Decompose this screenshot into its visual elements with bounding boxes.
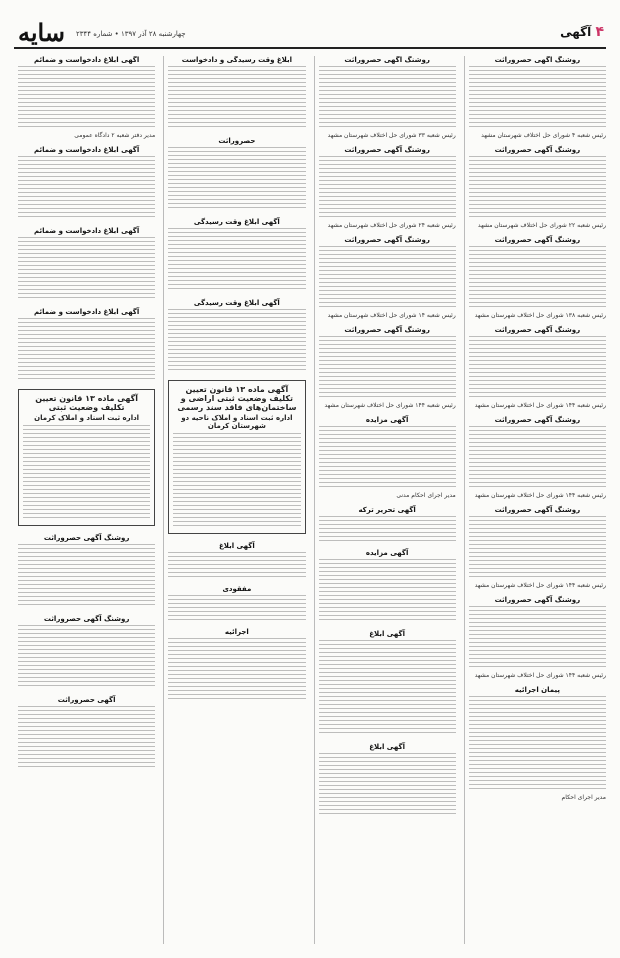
notice-body-text bbox=[469, 156, 606, 220]
notice-signature: رئیس شعبه ۱۴۴ شورای حل اختلاف شهرستان مشهد bbox=[324, 402, 456, 409]
boxed-notice-title: آگهی ماده ۱۳ قانون تعیین تکلیف وضعیت ثبتی bbox=[35, 394, 139, 412]
legal-notice bbox=[319, 630, 456, 736]
notice-signature: رئیس شعبه ۱۴۴ شورای حل اختلاف شهرستان مشهد bbox=[474, 402, 606, 409]
legal-notice bbox=[319, 743, 456, 817]
notice-title: مفقودی bbox=[222, 585, 252, 593]
legal-notice bbox=[469, 236, 606, 319]
columns-container bbox=[14, 56, 606, 944]
notice-body-text bbox=[168, 147, 305, 211]
notice-title: آگهی ابلاغ bbox=[219, 542, 255, 550]
notice-signature: رئیس شعبه ۳۳ شورای حل اختلاف شهرستان مشهد bbox=[327, 132, 456, 139]
notice-body-text bbox=[168, 638, 305, 702]
notice-title: آگهی تحریر ترکه bbox=[358, 506, 416, 514]
boxed-notice bbox=[168, 380, 305, 534]
section-label: آگهی bbox=[560, 25, 592, 39]
column-4 bbox=[14, 56, 155, 944]
legal-notice bbox=[469, 686, 606, 801]
notice-title: پیمان اجرائیه bbox=[514, 686, 560, 694]
notice-body-text bbox=[469, 66, 606, 130]
legal-notice bbox=[319, 506, 456, 542]
notice-title: روشنگ آگهی حصروراثت bbox=[43, 534, 130, 542]
notice-signature: رئیس شعبه ۲۴ شورای حل اختلاف شهرستان مشهد bbox=[327, 222, 456, 229]
legal-notice bbox=[469, 146, 606, 229]
notice-body-text bbox=[18, 66, 155, 130]
notice-body-text bbox=[319, 753, 456, 817]
notice-title: روشنگ آگهی حصروراثت bbox=[344, 146, 430, 154]
notice-title: روشنگ آگهی حصروراثت bbox=[494, 416, 581, 424]
boxed-notice-subtitle: اداره ثبت اسناد و املاک ناحیه دو شهرستان کرمان bbox=[181, 414, 293, 430]
notice-body-text bbox=[168, 595, 305, 621]
legal-notice bbox=[469, 326, 606, 409]
notice-body-text bbox=[18, 156, 155, 220]
legal-notice bbox=[18, 534, 155, 608]
legal-notice bbox=[469, 416, 606, 499]
notice-title: آگهی ابلاغ دادخواست و ضمائم bbox=[33, 56, 140, 64]
notice-signature: مدیر اجرای احکام مدنی bbox=[396, 492, 456, 499]
legal-notice bbox=[168, 137, 305, 211]
legal-notice bbox=[319, 146, 456, 229]
notice-body-text bbox=[319, 156, 456, 220]
notice-body-text bbox=[319, 426, 456, 490]
legal-notice bbox=[469, 596, 606, 679]
notice-title: آگهی ابلاغ دادخواست و ضمائم bbox=[33, 146, 140, 154]
notice-title: روشنگ آگهی حصروراثت bbox=[494, 146, 581, 154]
notice-title: اجرائیه bbox=[224, 628, 249, 636]
notice-body-text bbox=[168, 552, 305, 578]
column-2 bbox=[314, 56, 456, 944]
legal-notice bbox=[319, 549, 456, 623]
notice-body-text bbox=[18, 544, 155, 608]
legal-notice bbox=[18, 146, 155, 220]
boxed-notice-body bbox=[23, 425, 150, 521]
notice-title: ابلاغ وقت رسیدگی و دادخواست bbox=[181, 56, 292, 64]
notice-body-text bbox=[168, 309, 305, 373]
page-number: ۴ bbox=[595, 24, 604, 40]
dateline: چهارشنبه ۲۸ آذر ۱۳۹۷ • شماره ۲۳۴۴ bbox=[76, 30, 186, 38]
notice-signature: رئیس شعبه ۴ شورای حل اختلاف شهرستان مشهد bbox=[481, 132, 606, 139]
legal-notice bbox=[18, 56, 155, 139]
notice-title: آگهی ابلاغ bbox=[369, 743, 405, 751]
notice-signature: رئیس شعبه ۱۴۴ شورای حل اختلاف شهرستان مشهد bbox=[474, 672, 606, 679]
notice-signature: رئیس شعبه ۱۴۴ شورای حل اختلاف شهرستان مشهد bbox=[474, 582, 606, 589]
notice-title: روشنگ آگهی حصروراثت bbox=[344, 236, 430, 244]
notice-title: روشنگ آگهی حصروراثت bbox=[494, 236, 581, 244]
notice-title: روشنگ آگهی حصروراثت bbox=[494, 596, 581, 604]
notice-title: روشنگ آگهی حصروراثت bbox=[344, 326, 430, 334]
notice-title: آگهی حصروراثت bbox=[57, 696, 116, 704]
boxed-notice-title: آگهی ماده ۱۳ قانون تعیین تکلیف وضعیت ثبتی اراضی و ساختمان‌های فاقد سند رسمی bbox=[177, 385, 297, 412]
notice-title: آگهی ابلاغ دادخواست و ضمائم bbox=[33, 308, 140, 316]
notice-body-text bbox=[18, 625, 155, 689]
notice-signature: مدیر اجرای احکام bbox=[561, 794, 606, 801]
notice-body-text bbox=[18, 706, 155, 770]
notice-body-text bbox=[469, 336, 606, 400]
notice-body-text bbox=[469, 246, 606, 310]
legal-notice bbox=[18, 696, 155, 770]
notice-title: روشنگ آگهی حصروراثت bbox=[494, 326, 581, 334]
notice-body-text bbox=[18, 318, 155, 382]
legal-notice bbox=[319, 326, 456, 409]
boxed-notice-body bbox=[173, 433, 300, 529]
notice-body-text bbox=[469, 516, 606, 580]
legal-notice bbox=[18, 227, 155, 301]
notice-body-text bbox=[319, 640, 456, 736]
boxed-notice bbox=[18, 389, 155, 526]
notice-signature: مدیر دفتر شعبه ۲ دادگاه عمومی bbox=[74, 132, 156, 139]
legal-notice bbox=[168, 299, 305, 373]
notice-title: آگهی مزایده bbox=[365, 549, 409, 557]
notice-signature: رئیس شعبه ۱۴ شورای حل اختلاف شهرستان مشهد bbox=[327, 312, 456, 319]
header-divider bbox=[14, 47, 606, 49]
legal-notice bbox=[319, 236, 456, 319]
page-header bbox=[14, 12, 606, 50]
notice-signature: رئیس شعبه ۱۴۴ شورای حل اختلاف شهرستان مشهد bbox=[474, 492, 606, 499]
legal-notice bbox=[168, 542, 305, 578]
notice-body-text bbox=[18, 237, 155, 301]
notice-body-text bbox=[168, 228, 305, 292]
notice-body-text bbox=[469, 426, 606, 490]
notice-title: آگهی ابلاغ دادخواست و ضمائم bbox=[33, 227, 140, 235]
page-marker bbox=[560, 24, 604, 40]
legal-notice bbox=[18, 615, 155, 689]
notice-body-text bbox=[469, 696, 606, 792]
notice-title: آگهی مزایده bbox=[365, 416, 409, 424]
notice-body-text bbox=[319, 516, 456, 542]
column-3 bbox=[163, 56, 305, 944]
notice-title: روشنگ آگهی حصروراثت bbox=[43, 615, 130, 623]
legal-notice bbox=[18, 308, 155, 382]
notice-title: روشنگ آگهی حصروراثت bbox=[344, 56, 430, 64]
notice-signature: رئیس شعبه ۲۲ شورای حل اختلاف شهرستان مشهد bbox=[477, 222, 606, 229]
notice-body-text bbox=[319, 559, 456, 623]
legal-notice bbox=[319, 416, 456, 499]
notice-title: آگهی ابلاغ وقت رسیدگی bbox=[193, 218, 280, 226]
legal-notice bbox=[168, 628, 305, 702]
notice-body-text bbox=[469, 606, 606, 670]
boxed-notice-subtitle: اداره ثبت اسناد و املاک کرمان bbox=[34, 414, 140, 422]
legal-notice bbox=[469, 56, 606, 139]
notice-title: روشنگ آگهی حصروراثت bbox=[494, 506, 581, 514]
column-1 bbox=[464, 56, 606, 944]
notice-title: حصروراثت bbox=[218, 137, 256, 145]
notice-body-text bbox=[319, 246, 456, 310]
legal-notice bbox=[319, 56, 456, 139]
notice-title: آگهی ابلاغ وقت رسیدگی bbox=[193, 299, 280, 307]
legal-notice bbox=[168, 585, 305, 621]
notice-body-text bbox=[319, 66, 456, 130]
legal-notice bbox=[168, 218, 305, 292]
legal-notice bbox=[168, 56, 305, 130]
legal-notice bbox=[469, 506, 606, 589]
notice-body-text bbox=[168, 66, 305, 130]
masthead-logo: سایه bbox=[18, 18, 65, 47]
notice-title: روشنگ آگهی حصروراثت bbox=[494, 56, 581, 64]
notice-signature: رئیس شعبه ۱۳۸ شورای حل اختلاف شهرستان مشهد bbox=[474, 312, 606, 319]
notice-title: آگهی ابلاغ bbox=[369, 630, 405, 638]
notice-body-text bbox=[319, 336, 456, 400]
